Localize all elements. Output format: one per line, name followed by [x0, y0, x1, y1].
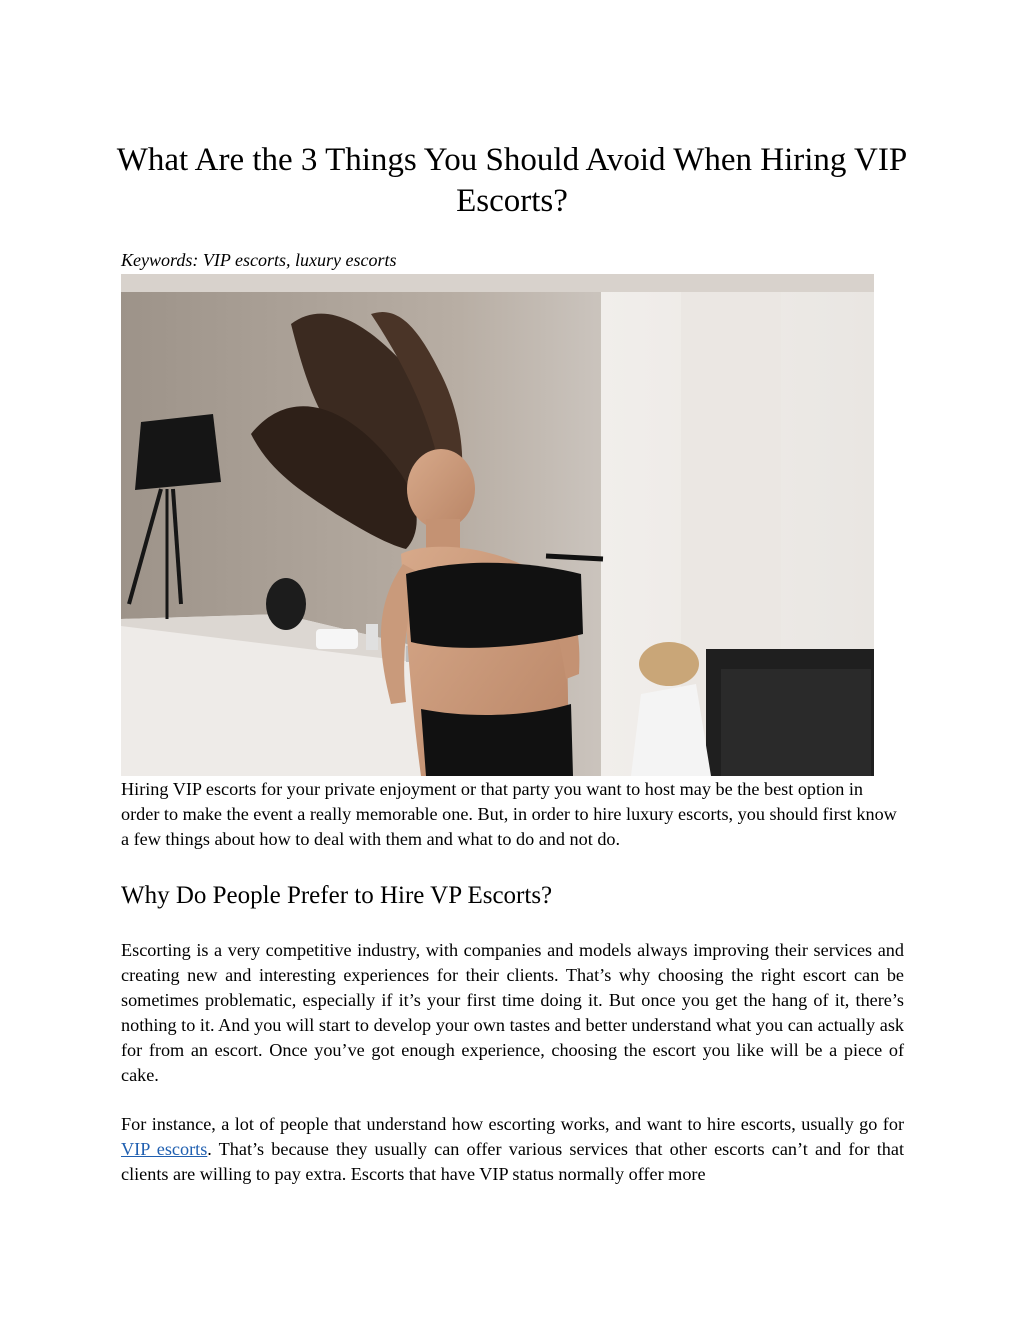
paragraph-3-text-after: . That’s because they usually can offer various services that other escorts can’t and for that clients are willing to pay extra. Escorts that have VIP status normally offer more [121, 1139, 904, 1184]
section-heading: Why Do People Prefer to Hire VP Escorts? [121, 882, 553, 909]
body-paragraph-3 [121, 1112, 904, 1187]
intro-paragraph: Hiring VIP escorts for your private enjoyment or that party you want to host may be the best option in order to make the event a really memorable one. But, in order to hire luxury escorts, you should first know a few things about how to deal with them and what to do and not do. [121, 779, 897, 849]
paragraph-3-text-before: For instance, a lot of people that understand how escorting works, and want to hire escorts, usually go for [121, 1114, 904, 1134]
vip-escorts-link[interactable]: VIP escorts [121, 1139, 208, 1159]
keywords-line: Keywords: VIP escorts, luxury escorts [121, 250, 397, 270]
hero-photo [121, 274, 874, 776]
body-paragraph-2: Escorting is a very competitive industry, with companies and models always improving their services and creating new and interesting experiences for their clients. That’s why choosing the right escort can be sometimes problematic, especially if it’s your first time doing it. But once you get the hang of it, there’s nothing to it. And you will start to develop your own tastes and better understand what you can actually ask for from an escort. Once you’ve got enough experience, choosing the escort you like will be a piece of cake. [121, 940, 904, 1085]
page-title: What Are the 3 Things You Should Avoid When Hiring VIP Escorts? [116, 142, 908, 219]
